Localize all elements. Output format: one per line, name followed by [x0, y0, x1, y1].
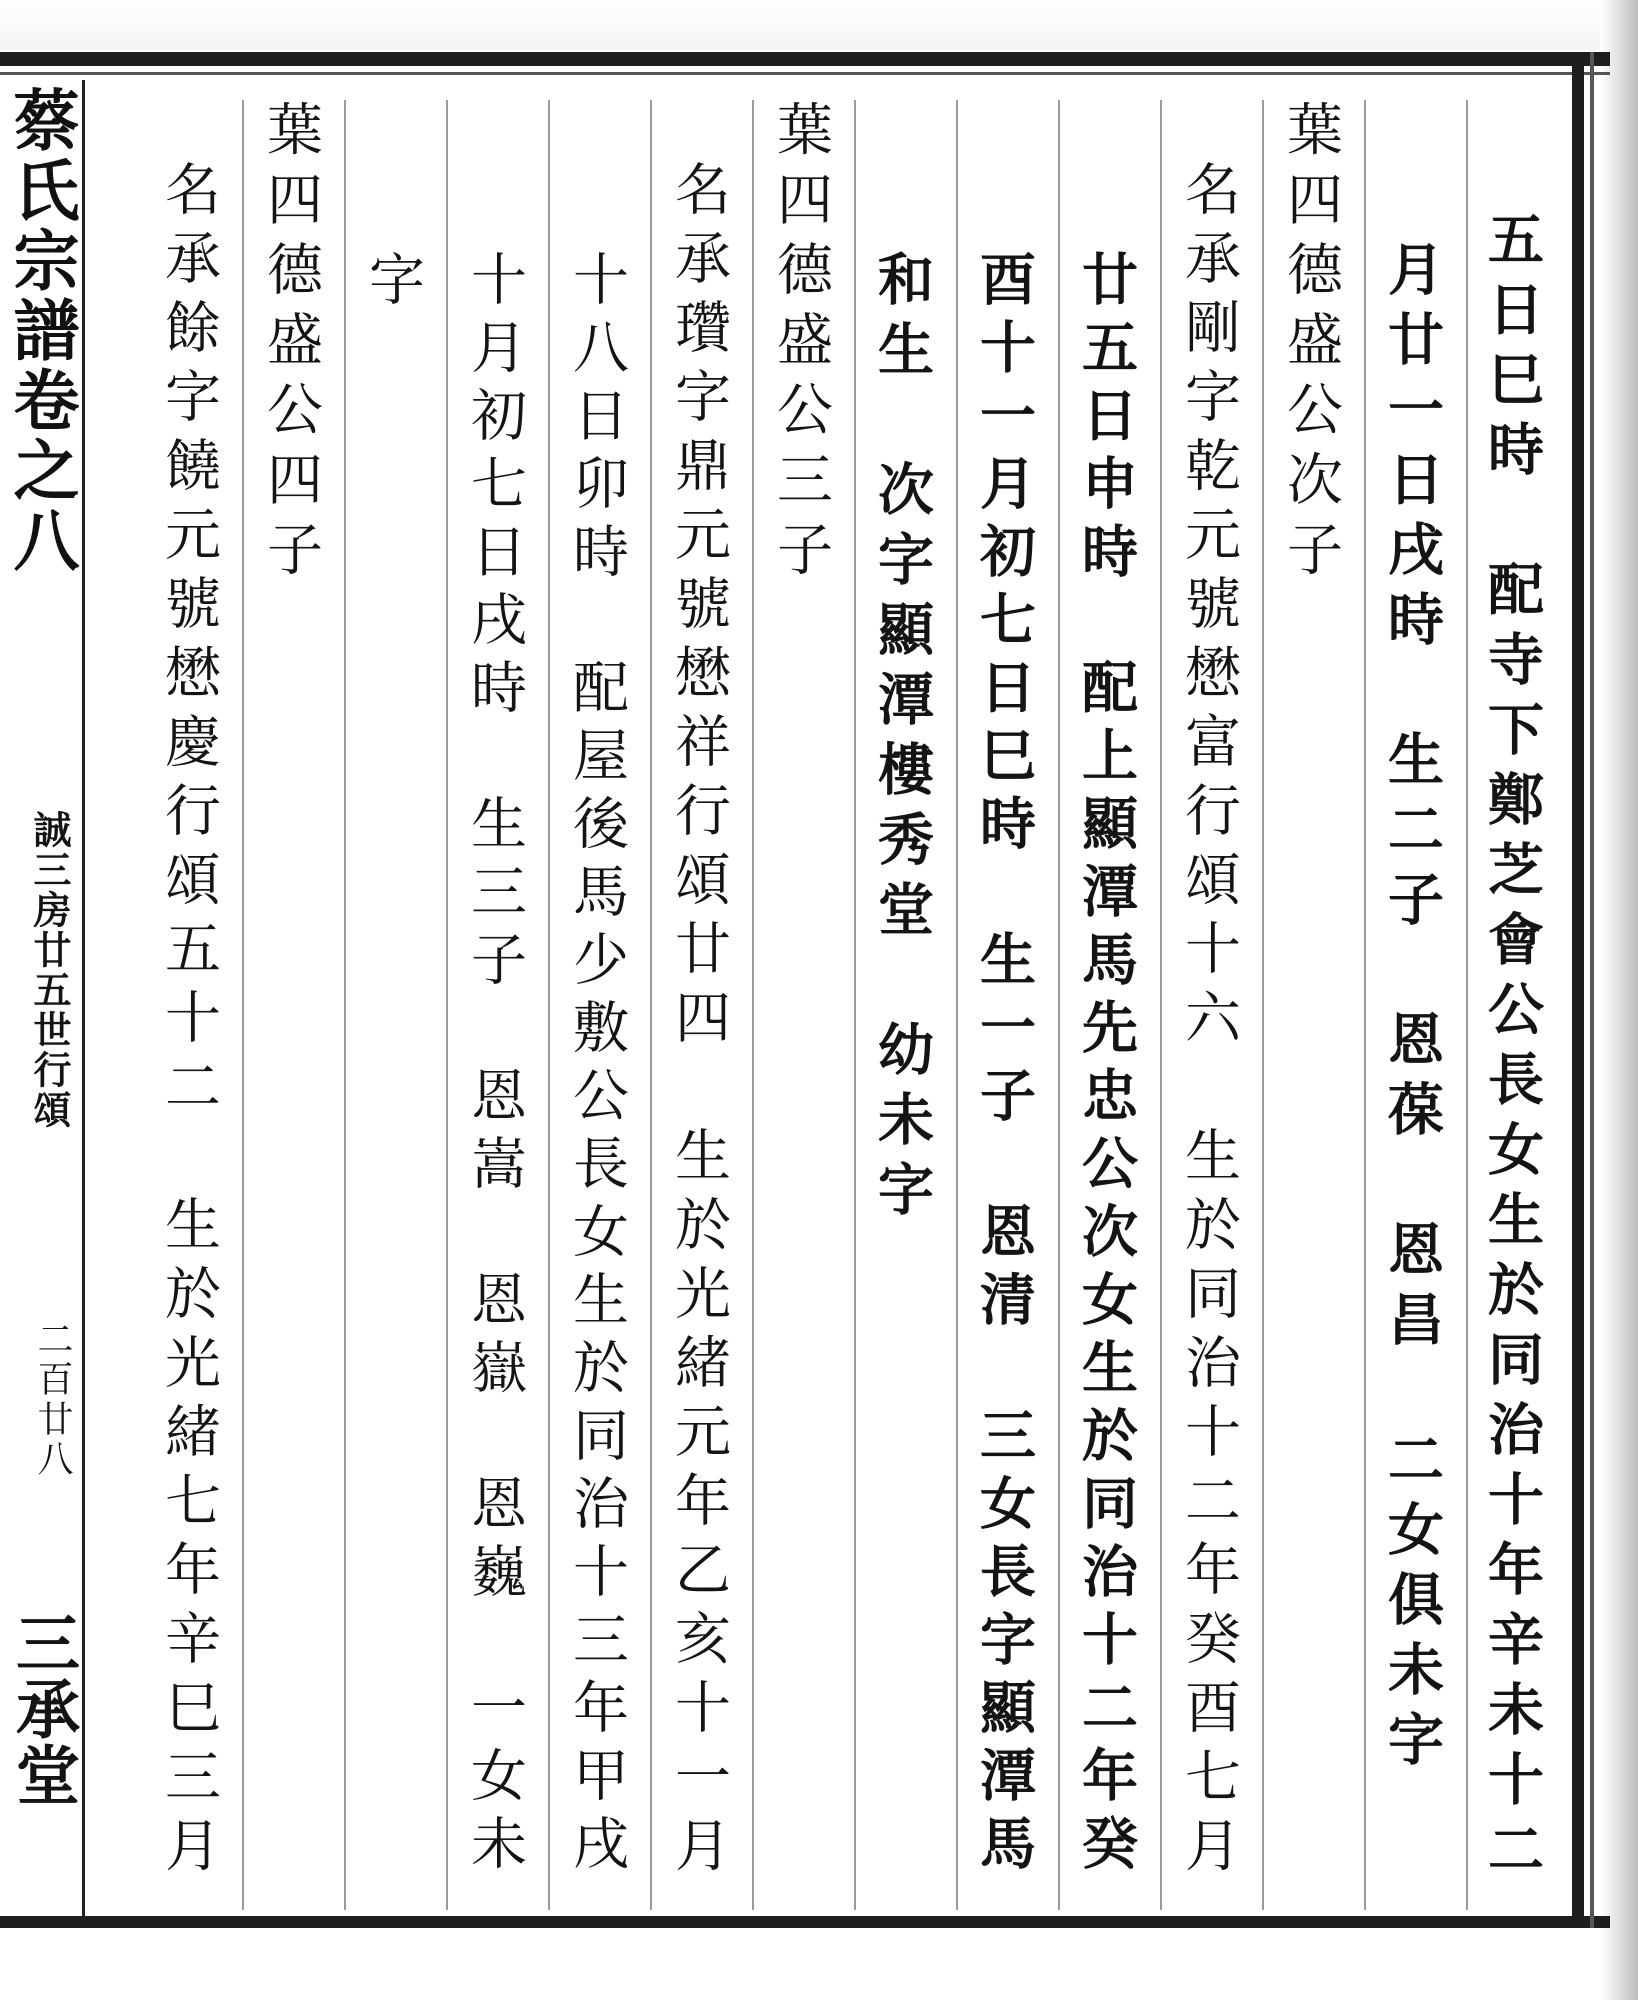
entry-heading-third-son: 葉四德盛公三子 — [768, 100, 833, 590]
column-rule — [1262, 100, 1264, 1910]
bottom-border — [0, 1916, 1610, 1928]
column-rule — [956, 100, 958, 1910]
text-column-14: 名承餘字饒元號懋慶行頌五十二 生於光緒七年辛巳三月 — [156, 160, 221, 1885]
text-column-10: 十八日卯時 配屋後馬少敷公長女生於同治十三年甲戌 — [564, 250, 629, 1882]
page-number: 二百廿八 — [32, 1320, 73, 1480]
column-rule — [1466, 100, 1468, 1910]
book-title: 蔡氏宗譜卷之八 — [2, 86, 80, 576]
top-border-inner — [0, 72, 1610, 75]
column-rule — [1364, 100, 1366, 1910]
text-column-7: 和生 次字顯潭樓秀堂 幼未字 — [869, 250, 935, 1230]
entry-heading-second-son: 葉四德盛公次子 — [1278, 100, 1343, 590]
text-column-2: 月廿一日戌時 生二子 恩葆 恩昌 二女俱未字 — [1379, 240, 1445, 1780]
top-border — [0, 52, 1610, 66]
right-border — [1572, 52, 1584, 1928]
column-rule — [650, 100, 652, 1910]
hall-name: 三承堂 — [5, 1610, 80, 1808]
section-heading: 誠三房廿五世行頌 — [27, 810, 72, 1130]
text-column-6: 酉十一月初七日巳時 生一子 恩清 三女長字顯潭馬 — [971, 250, 1037, 1882]
column-rule — [854, 100, 856, 1910]
text-column-5: 廿五日申時 配上顯潭馬先忠公次女生於同治十二年癸 — [1073, 250, 1139, 1882]
right-border-inner — [1590, 52, 1594, 1928]
column-rule — [446, 100, 448, 1910]
column-rule — [1058, 100, 1060, 1910]
column-rule — [344, 100, 346, 1910]
page-top-shadow — [0, 0, 1638, 50]
column-rule — [548, 100, 550, 1910]
column-rule — [752, 100, 754, 1910]
text-column-12: 字 — [360, 250, 425, 320]
text-column-11: 十月初七日戌時 生三子 恩嵩 恩嶽 恩巍 一女未 — [462, 250, 527, 1882]
text-column-4: 名承剛字乾元號懋富行頌十六 生於同治十二年癸酉七月 — [1176, 160, 1241, 1885]
column-rule — [242, 100, 244, 1910]
column-rule — [1160, 100, 1162, 1910]
page-fore-edge — [1600, 0, 1638, 2000]
entry-heading-fourth-son: 葉四德盛公四子 — [258, 100, 323, 590]
text-column-9: 名承瓚字鼎元號懋祥行頌廿四 生於光緒元年乙亥十一月 — [666, 160, 731, 1885]
text-column-1: 五日巳時 配寺下鄭芝會公長女生於同治十年辛未十二 — [1479, 210, 1545, 1890]
